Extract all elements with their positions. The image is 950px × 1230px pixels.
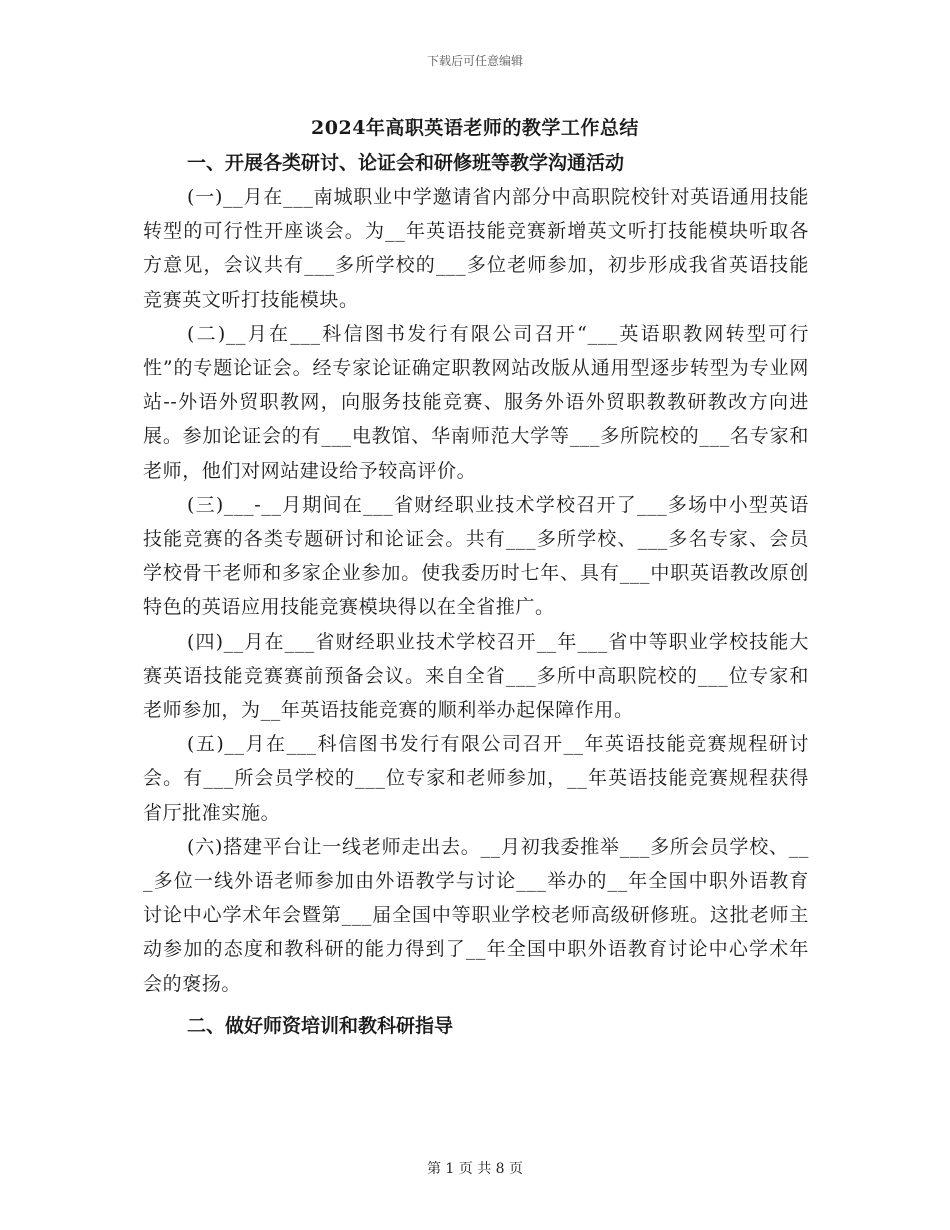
paragraph: (二)__月在___科信图书发行有限公司召开“___英语职教网转型可行性”的专题论证会。经专家论证确定职教网站改版从通用型逐步转型为专业网站--外语外贸职教网，向服务技能竞赛、服务外语外贸职教教研教改方向进展。参加论证会的有___电教馆、华南师范大学等___多所院校的___名专家和老师，他们对网站建设给予较高评价。 [143, 322, 809, 482]
paragraph: (六)搭建平台让一线老师走出去。__月初我委推举___多所会员学校、___多位一线外语老师参加由外语教学与讨论___举办的__年全国中职外语教育讨论中心学术年会暨第___届全国中等职业学校老师高级研修班。这批老师主动参加的态度和教科研的能力得到了__年全国中职外语教育讨论中心学术年会的褒扬。 [143, 835, 809, 995]
paragraph: (四)__月在___省财经职业技术学校召开__年___省中等职业学校技能大赛英语技能竞赛赛前预备会议。来自全省___多所中高职院校的___位专家和老师参加，为__年英语技能竞赛的顺利举办起保障作用。 [143, 630, 809, 722]
paragraph: (一)__月在___南城职业中学邀请省内部分中高职院校针对英语通用技能转型的可行性开座谈会。为__年英语技能竞赛新增英文听打技能模块听取各方意见，会议共有___多所学校的___多位老师参加，初步形成我省英语技能竞赛英文听打技能模块。 [143, 186, 809, 311]
document-body [143, 146, 809, 1043]
paragraph: (三)___-__月期间在___省财经职业技术学校召开了___多场中小型英语技能竞赛的各类专题研讨和论证会。共有___多所学校、___多名专家、会员学校骨干老师和多家企业参加。使我委历时七年、具有___中职英语教改原创特色的英语应用技能竞赛模块得以在全省推广。 [143, 493, 809, 619]
paragraph: (五)__月在___科信图书发行有限公司召开__年英语技能竞赛规程研讨会。有___所会员学校的___位专家和老师参加，__年英语技能竞赛规程获得省厅批准实施。 [143, 733, 809, 824]
page-footer: 第 1 页 共 8 页 [426, 1161, 524, 1177]
document-title: 2024年高职英语老师的教学工作总结 [311, 117, 639, 139]
section-2 [143, 1009, 809, 1043]
header-note: 下载后可任意编辑 [426, 54, 523, 68]
section-1 [143, 146, 809, 1001]
section-heading: 一、开展各类研讨、论证会和研修班等教学沟通活动 [187, 152, 625, 174]
section-heading: 二、做好师资培训和教科研指导 [187, 1014, 454, 1037]
